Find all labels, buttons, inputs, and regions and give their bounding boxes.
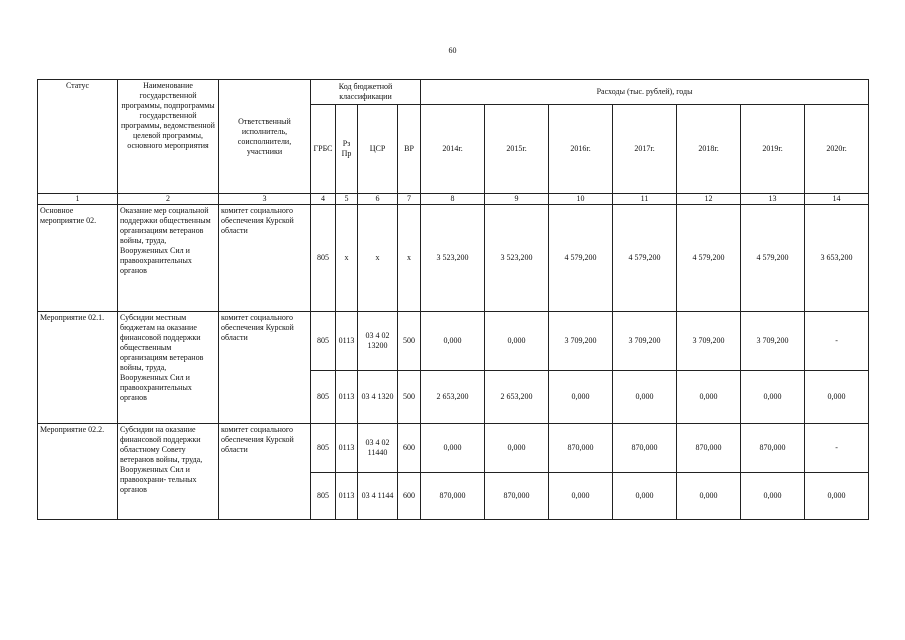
header-rzpr: Рз Пр <box>336 105 358 194</box>
row-value-2019: 4 579,200 <box>741 205 805 312</box>
header-grbs: ГРБС <box>311 105 336 194</box>
row-vr: 600 <box>398 424 421 473</box>
table-row <box>38 312 869 371</box>
row-value-2015: 0,000 <box>485 312 549 371</box>
row-responsible: комитет социального обеспечения Курской области <box>219 312 311 424</box>
row-vr: х <box>398 205 421 312</box>
row-value-2014: 3 523,200 <box>421 205 485 312</box>
header-budget-code: Код бюджетной классификации <box>311 80 421 105</box>
row-csr: 03 4 02 11440 <box>358 424 398 473</box>
column-number: 3 <box>219 194 311 205</box>
row-value-2017: 4 579,200 <box>613 205 677 312</box>
row-responsible: комитет социального обеспечения Курской области <box>219 205 311 312</box>
row-value-2020: - <box>805 312 869 371</box>
row-name: Субсидии на оказание финансовой поддержки областному Совету ветеранов войны, труда, Вооруженных Сил и правоохрани- тельных органов <box>118 424 219 520</box>
header-year-2017: 2017г. <box>613 105 677 194</box>
row-rzpr: 0113 <box>336 371 358 424</box>
row-value-2015: 2 653,200 <box>485 371 549 424</box>
row-value-2014: 2 653,200 <box>421 371 485 424</box>
row-value-2017: 3 709,200 <box>613 312 677 371</box>
row-value-2014: 0,000 <box>421 312 485 371</box>
row-csr: 03 4 1144 <box>358 473 398 520</box>
row-value-2015: 0,000 <box>485 424 549 473</box>
header-status: Статус <box>38 80 118 194</box>
column-number: 2 <box>118 194 219 205</box>
row-grbs: 805 <box>311 371 336 424</box>
header-year-2018: 2018г. <box>677 105 741 194</box>
row-value-2016: 0,000 <box>549 371 613 424</box>
row-value-2019: 0,000 <box>741 371 805 424</box>
row-value-2020: - <box>805 424 869 473</box>
column-number: 6 <box>358 194 398 205</box>
row-value-2015: 3 523,200 <box>485 205 549 312</box>
row-value-2018: 0,000 <box>677 473 741 520</box>
row-vr: 500 <box>398 371 421 424</box>
row-value-2018: 0,000 <box>677 371 741 424</box>
column-number: 9 <box>485 194 549 205</box>
table-row <box>38 424 869 473</box>
row-status: Мероприятие 02.2. <box>38 424 118 520</box>
budget-table <box>37 79 869 520</box>
table-row <box>38 205 869 312</box>
page-number: 60 <box>448 46 457 55</box>
column-number: 1 <box>38 194 118 205</box>
column-number: 5 <box>336 194 358 205</box>
column-number: 8 <box>421 194 485 205</box>
row-value-2017: 0,000 <box>613 473 677 520</box>
row-name: Субсидии местным бюджетам на оказание финансовой поддержки общественным организациям ветеранов войны, труда, Вооруженных Сил и правоохранительных органов <box>118 312 219 424</box>
header-year-2020: 2020г. <box>805 105 869 194</box>
row-value-2019: 0,000 <box>741 473 805 520</box>
column-number: 14 <box>805 194 869 205</box>
row-value-2016: 0,000 <box>549 473 613 520</box>
header-year-2015: 2015г. <box>485 105 549 194</box>
row-value-2014: 0,000 <box>421 424 485 473</box>
row-value-2015: 870,000 <box>485 473 549 520</box>
row-grbs: 805 <box>311 312 336 371</box>
row-value-2019: 870,000 <box>741 424 805 473</box>
row-name: Оказание мер социальной поддержки общественным организациям ветеранов войны, труда, Вооруженных Сил и правоохранительных органов <box>118 205 219 312</box>
header-csr: ЦСР <box>358 105 398 194</box>
column-number: 13 <box>741 194 805 205</box>
row-grbs: 805 <box>311 205 336 312</box>
row-rzpr: 0113 <box>336 473 358 520</box>
column-number: 12 <box>677 194 741 205</box>
header-name: Наименование государственной программы, подпрограммы государственной программы, ведомственной целевой программы, основного мероприятия <box>118 80 219 194</box>
row-value-2017: 870,000 <box>613 424 677 473</box>
row-status: Основное мероприятие 02. <box>38 205 118 312</box>
column-number: 4 <box>311 194 336 205</box>
row-grbs: 805 <box>311 473 336 520</box>
row-value-2020: 0,000 <box>805 371 869 424</box>
row-value-2018: 870,000 <box>677 424 741 473</box>
row-value-2020: 0,000 <box>805 473 869 520</box>
header-expenses: Расходы (тыс. рублей), годы <box>421 80 869 105</box>
row-vr: 600 <box>398 473 421 520</box>
row-rzpr: 0113 <box>336 424 358 473</box>
row-rzpr: 0113 <box>336 312 358 371</box>
header-year-2016: 2016г. <box>549 105 613 194</box>
row-value-2017: 0,000 <box>613 371 677 424</box>
column-number: 7 <box>398 194 421 205</box>
column-number-row <box>38 194 869 205</box>
row-value-2016: 4 579,200 <box>549 205 613 312</box>
row-status: Мероприятие 02.1. <box>38 312 118 424</box>
header-year-2019: 2019г. <box>741 105 805 194</box>
row-value-2016: 870,000 <box>549 424 613 473</box>
row-value-2016: 3 709,200 <box>549 312 613 371</box>
header-vr: ВР <box>398 105 421 194</box>
row-rzpr: х <box>336 205 358 312</box>
row-value-2018: 4 579,200 <box>677 205 741 312</box>
row-value-2018: 3 709,200 <box>677 312 741 371</box>
row-grbs: 805 <box>311 424 336 473</box>
row-responsible: комитет социального обеспечения Курской области <box>219 424 311 520</box>
header-year-2014: 2014г. <box>421 105 485 194</box>
row-vr: 500 <box>398 312 421 371</box>
row-value-2019: 3 709,200 <box>741 312 805 371</box>
header-row <box>38 80 869 105</box>
row-csr: 03 4 02 13200 <box>358 312 398 371</box>
column-number: 11 <box>613 194 677 205</box>
row-value-2020: 3 653,200 <box>805 205 869 312</box>
row-csr: 03 4 1320 <box>358 371 398 424</box>
row-csr: х <box>358 205 398 312</box>
column-number: 10 <box>549 194 613 205</box>
row-value-2014: 870,000 <box>421 473 485 520</box>
header-responsible: Ответственный исполнитель, соисполнители, участники <box>219 80 311 194</box>
